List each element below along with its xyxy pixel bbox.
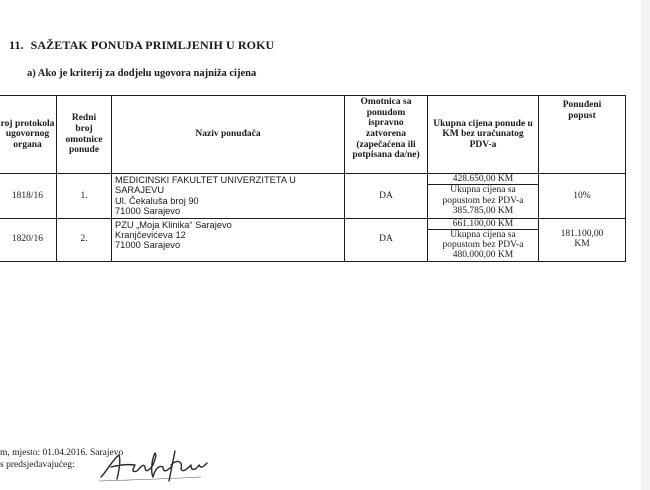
price-discount-label: Ukupna cijena sa: [450, 229, 516, 240]
header-price: [428, 96, 539, 174]
discount-cell: [539, 218, 626, 261]
header-envelope-line: zatvorena: [366, 128, 406, 139]
header-price-line: Ukupna cijena ponude u: [433, 118, 533, 129]
header-ordinal-line: Redni: [71, 113, 97, 124]
discount-cell: [539, 174, 626, 219]
header-envelope-line: ispravno: [368, 118, 404, 129]
header-envelope-line: ponudom: [366, 107, 406, 118]
header-envelope-line: (zapečaćena ili: [356, 139, 416, 150]
header-protocol-line: ugovornog: [5, 129, 50, 140]
discount-value: 181.100,00: [560, 228, 604, 239]
bidder-name: MEDICINSKI FAKULTET UNIVERZITETA U: [115, 175, 296, 185]
header-ordinal-line: broj: [75, 123, 93, 134]
table-row: [0, 218, 626, 261]
bidder-city: 71000 Sarajevo: [115, 206, 181, 217]
page-edge: [641, 0, 650, 490]
price-cell: [428, 218, 539, 261]
offers-table: [0, 95, 626, 262]
table-row: [0, 174, 626, 219]
price-cell: [428, 174, 539, 219]
envelope-cell: DA: [345, 218, 428, 261]
place-date-line: m, mjesto: 01.04.2016. Sarajevo: [0, 448, 124, 458]
header-discount-line: popust: [568, 110, 596, 121]
ordinal-cell: 2.: [57, 218, 112, 261]
envelope-cell: DA: [345, 174, 428, 219]
bidder-cell: [112, 218, 345, 261]
discount-value: 10%: [573, 190, 591, 201]
table-header-row: [0, 96, 626, 174]
header-envelope-line: Omotnica sa: [360, 97, 412, 107]
header-discount: [539, 96, 626, 174]
handwritten-signature: [97, 447, 209, 487]
chair-signature-label: s predsjedavajućeg:: [0, 460, 75, 470]
bidder-name: PZU „Moja Klinika“ Sarajevo: [115, 219, 232, 230]
section-title: SAŽETAK PONUDA PRIMLJENIH U ROKU: [30, 38, 275, 52]
section-heading: [9, 38, 274, 53]
price-discount-label-cont: popustom bez PDV-a: [442, 195, 524, 206]
bidder-cell: [112, 174, 345, 219]
header-protocol: [0, 96, 57, 174]
header-envelope-line: potpisana da/ne): [352, 150, 420, 161]
header-bidder: [112, 96, 345, 174]
header-ordinal-line: ponude: [68, 145, 100, 156]
price-total: 428.650,00 KM: [452, 174, 514, 184]
price-total: 661.100,00 KM: [452, 218, 514, 229]
header-ordinal: [57, 96, 112, 174]
price-discounted: 480.000,00 KM: [452, 250, 514, 261]
header-envelope: [345, 96, 428, 174]
bidder-name-cont: SARAJEVU: [115, 185, 165, 196]
header-price-line: PDV-a: [469, 139, 497, 150]
protocol-cell: 1820/16: [0, 218, 57, 261]
header-ordinal-line: omotnice: [65, 134, 103, 145]
header-protocol-line: roj protokola: [0, 118, 55, 129]
header-price-line: KM bez uračunatog: [442, 129, 524, 140]
bidder-address: Kranjčevićeva 12: [115, 230, 186, 241]
price-discounted: 385.785,00 KM: [452, 205, 514, 216]
header-discount-line: Ponuđeni: [562, 100, 602, 110]
bidder-city: 71000 Sarajevo: [115, 240, 181, 251]
ordinal-cell: 1.: [57, 174, 112, 219]
price-discount-label: Ukupna cijena sa: [450, 185, 516, 196]
bidder-address: Ul. Čekaluša broj 90: [115, 195, 199, 206]
header-protocol-line: organa: [13, 139, 42, 150]
award-criterion-subheading: a) Ako je kriterij za dodjelu ugovora najniža cijena: [27, 68, 257, 79]
price-discount-label-cont: popustom bez PDV-a: [442, 240, 524, 251]
section-number: 11.: [9, 38, 24, 52]
discount-unit: KM: [574, 239, 590, 250]
header-bidder-line: Naziv ponuđača: [195, 129, 261, 140]
protocol-cell: 1818/16: [0, 174, 57, 219]
